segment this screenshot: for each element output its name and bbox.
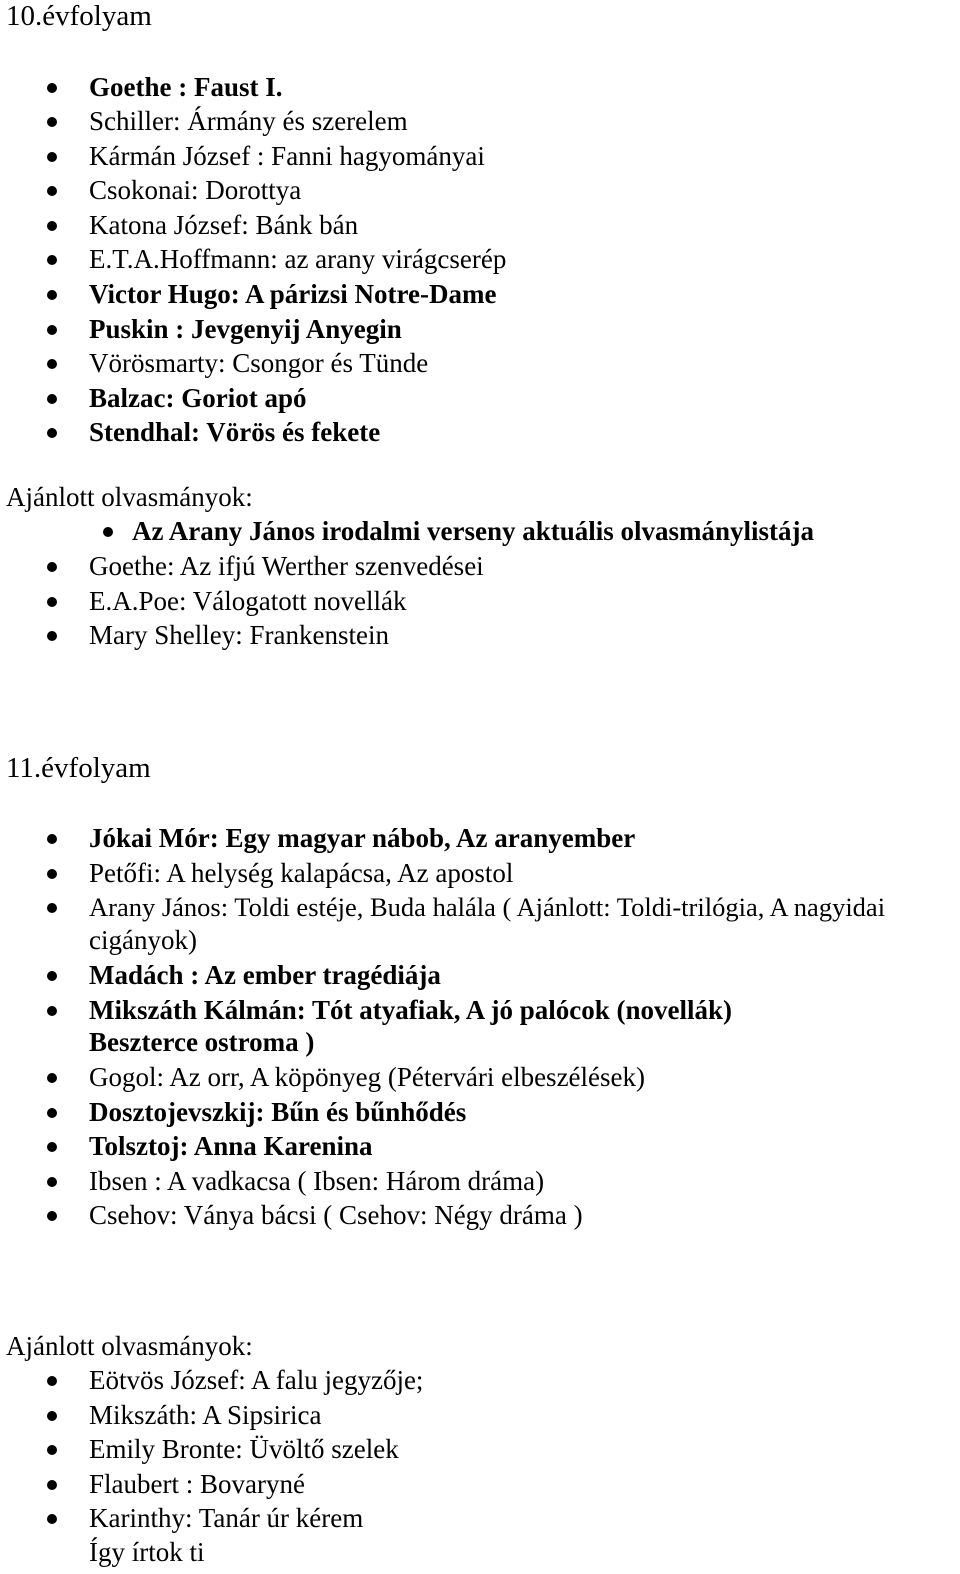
bullet-icon xyxy=(47,255,57,265)
grade11-item: Arany János: Toldi estéje, Buda halála ( Ajánlott: Toldi-trilógia, A nagyidai xyxy=(89,892,886,922)
bullet-icon xyxy=(47,1177,57,1187)
grade10-item: Puskin : Jevgenyij Anyegin xyxy=(89,314,402,344)
bullet-icon xyxy=(47,1376,57,1386)
grade11-item: Gogol: Az orr, A köpönyeg (Pétervári elbeszélések) xyxy=(89,1062,646,1092)
grade11-recommended-heading: Ajánlott olvasmányok: xyxy=(6,1331,253,1361)
grade11-item-continuation: cigányok) xyxy=(89,925,197,955)
grade10-recommended-heading: Ajánlott olvasmányok: xyxy=(6,482,253,512)
bullet-icon xyxy=(47,359,57,369)
grade10-heading: 10.évfolyam xyxy=(6,0,152,32)
bullet-icon xyxy=(47,290,57,300)
bullet-icon xyxy=(47,186,57,196)
bullet-icon xyxy=(47,562,57,572)
grade10-item: Katona József: Bánk bán xyxy=(89,210,359,240)
bullet-icon xyxy=(47,428,57,438)
grade10-item: Balzac: Goriot apó xyxy=(89,383,307,413)
bullet-icon xyxy=(47,83,57,93)
bullet-icon xyxy=(47,117,57,127)
grade11-recommended-item: Mikszáth: A Sipsirica xyxy=(89,1400,322,1430)
bullet-icon xyxy=(47,971,57,981)
bullet-icon xyxy=(103,527,113,537)
bullet-icon xyxy=(47,903,57,913)
bullet-icon xyxy=(47,1445,57,1455)
grade10-item: Goethe : Faust I. xyxy=(89,72,283,102)
bullet-icon xyxy=(47,1211,57,1221)
bullet-icon xyxy=(47,1108,57,1118)
grade11-item: Tolsztoj: Anna Karenina xyxy=(89,1131,373,1161)
bullet-icon xyxy=(47,1142,57,1152)
grade11-item: Madách : Az ember tragédiája xyxy=(89,960,441,990)
grade10-item: Victor Hugo: A párizsi Notre-Dame xyxy=(89,279,497,309)
grade10-item: Csokonai: Dorottya xyxy=(89,175,302,205)
bullet-icon xyxy=(47,325,57,335)
grade11-item: Csehov: Ványa bácsi ( Csehov: Négy dráma ) xyxy=(89,1200,583,1230)
bullet-icon xyxy=(47,221,57,231)
grade10-recommended-item: E.A.Poe: Válogatott novellák xyxy=(89,586,407,616)
bullet-icon xyxy=(47,631,57,641)
bullet-icon xyxy=(47,152,57,162)
grade10-recommended-item: Goethe: Az ifjú Werther szenvedései xyxy=(89,551,484,581)
grade11-recommended-item-continuation: Így írtok ti xyxy=(89,1537,205,1567)
bullet-icon xyxy=(47,394,57,404)
grade10-recommended-item: Az Arany János irodalmi verseny aktuális olvasmánylistája xyxy=(132,516,815,546)
grade11-item: Mikszáth Kálmán: Tót atyafiak, A jó palócok (novellák) xyxy=(89,995,733,1025)
bullet-icon xyxy=(47,1006,57,1016)
bullet-icon xyxy=(47,1514,57,1524)
grade10-recommended-item: Mary Shelley: Frankenstein xyxy=(89,620,389,650)
bullet-icon xyxy=(47,597,57,607)
grade11-item-continuation: Beszterce ostroma ) xyxy=(89,1027,315,1057)
bullet-icon xyxy=(47,1073,57,1083)
grade11-item: Petőfi: A helység kalapácsa, Az apostol xyxy=(89,858,514,888)
bullet-icon xyxy=(47,869,57,879)
grade10-item: Schiller: Ármány és szerelem xyxy=(89,106,408,136)
bullet-icon xyxy=(47,834,57,844)
bullet-icon xyxy=(47,1480,57,1490)
grade11-heading: 11.évfolyam xyxy=(6,752,151,784)
grade10-item: Stendhal: Vörös és fekete xyxy=(89,417,381,447)
grade10-item: Kármán József : Fanni hagyományai xyxy=(89,141,485,171)
grade11-recommended-item: Emily Bronte: Üvöltő szelek xyxy=(89,1434,399,1464)
bullet-icon xyxy=(47,1411,57,1421)
grade11-recommended-item: Karinthy: Tanár úr kérem xyxy=(89,1503,364,1533)
grade10-item: E.T.A.Hoffmann: az arany virágcserép xyxy=(89,244,507,274)
grade10-item: Vörösmarty: Csongor és Tünde xyxy=(89,348,429,378)
grade11-item: Dosztojevszkij: Bűn és bűnhődés xyxy=(89,1097,467,1127)
grade11-recommended-item: Eötvös József: A falu jegyzője; xyxy=(89,1365,424,1395)
grade11-item: Ibsen : A vadkacsa ( Ibsen: Három dráma) xyxy=(89,1166,545,1196)
grade11-recommended-item: Flaubert : Bovaryné xyxy=(89,1469,305,1499)
grade11-item: Jókai Mór: Egy magyar nábob, Az aranyember xyxy=(89,823,636,853)
